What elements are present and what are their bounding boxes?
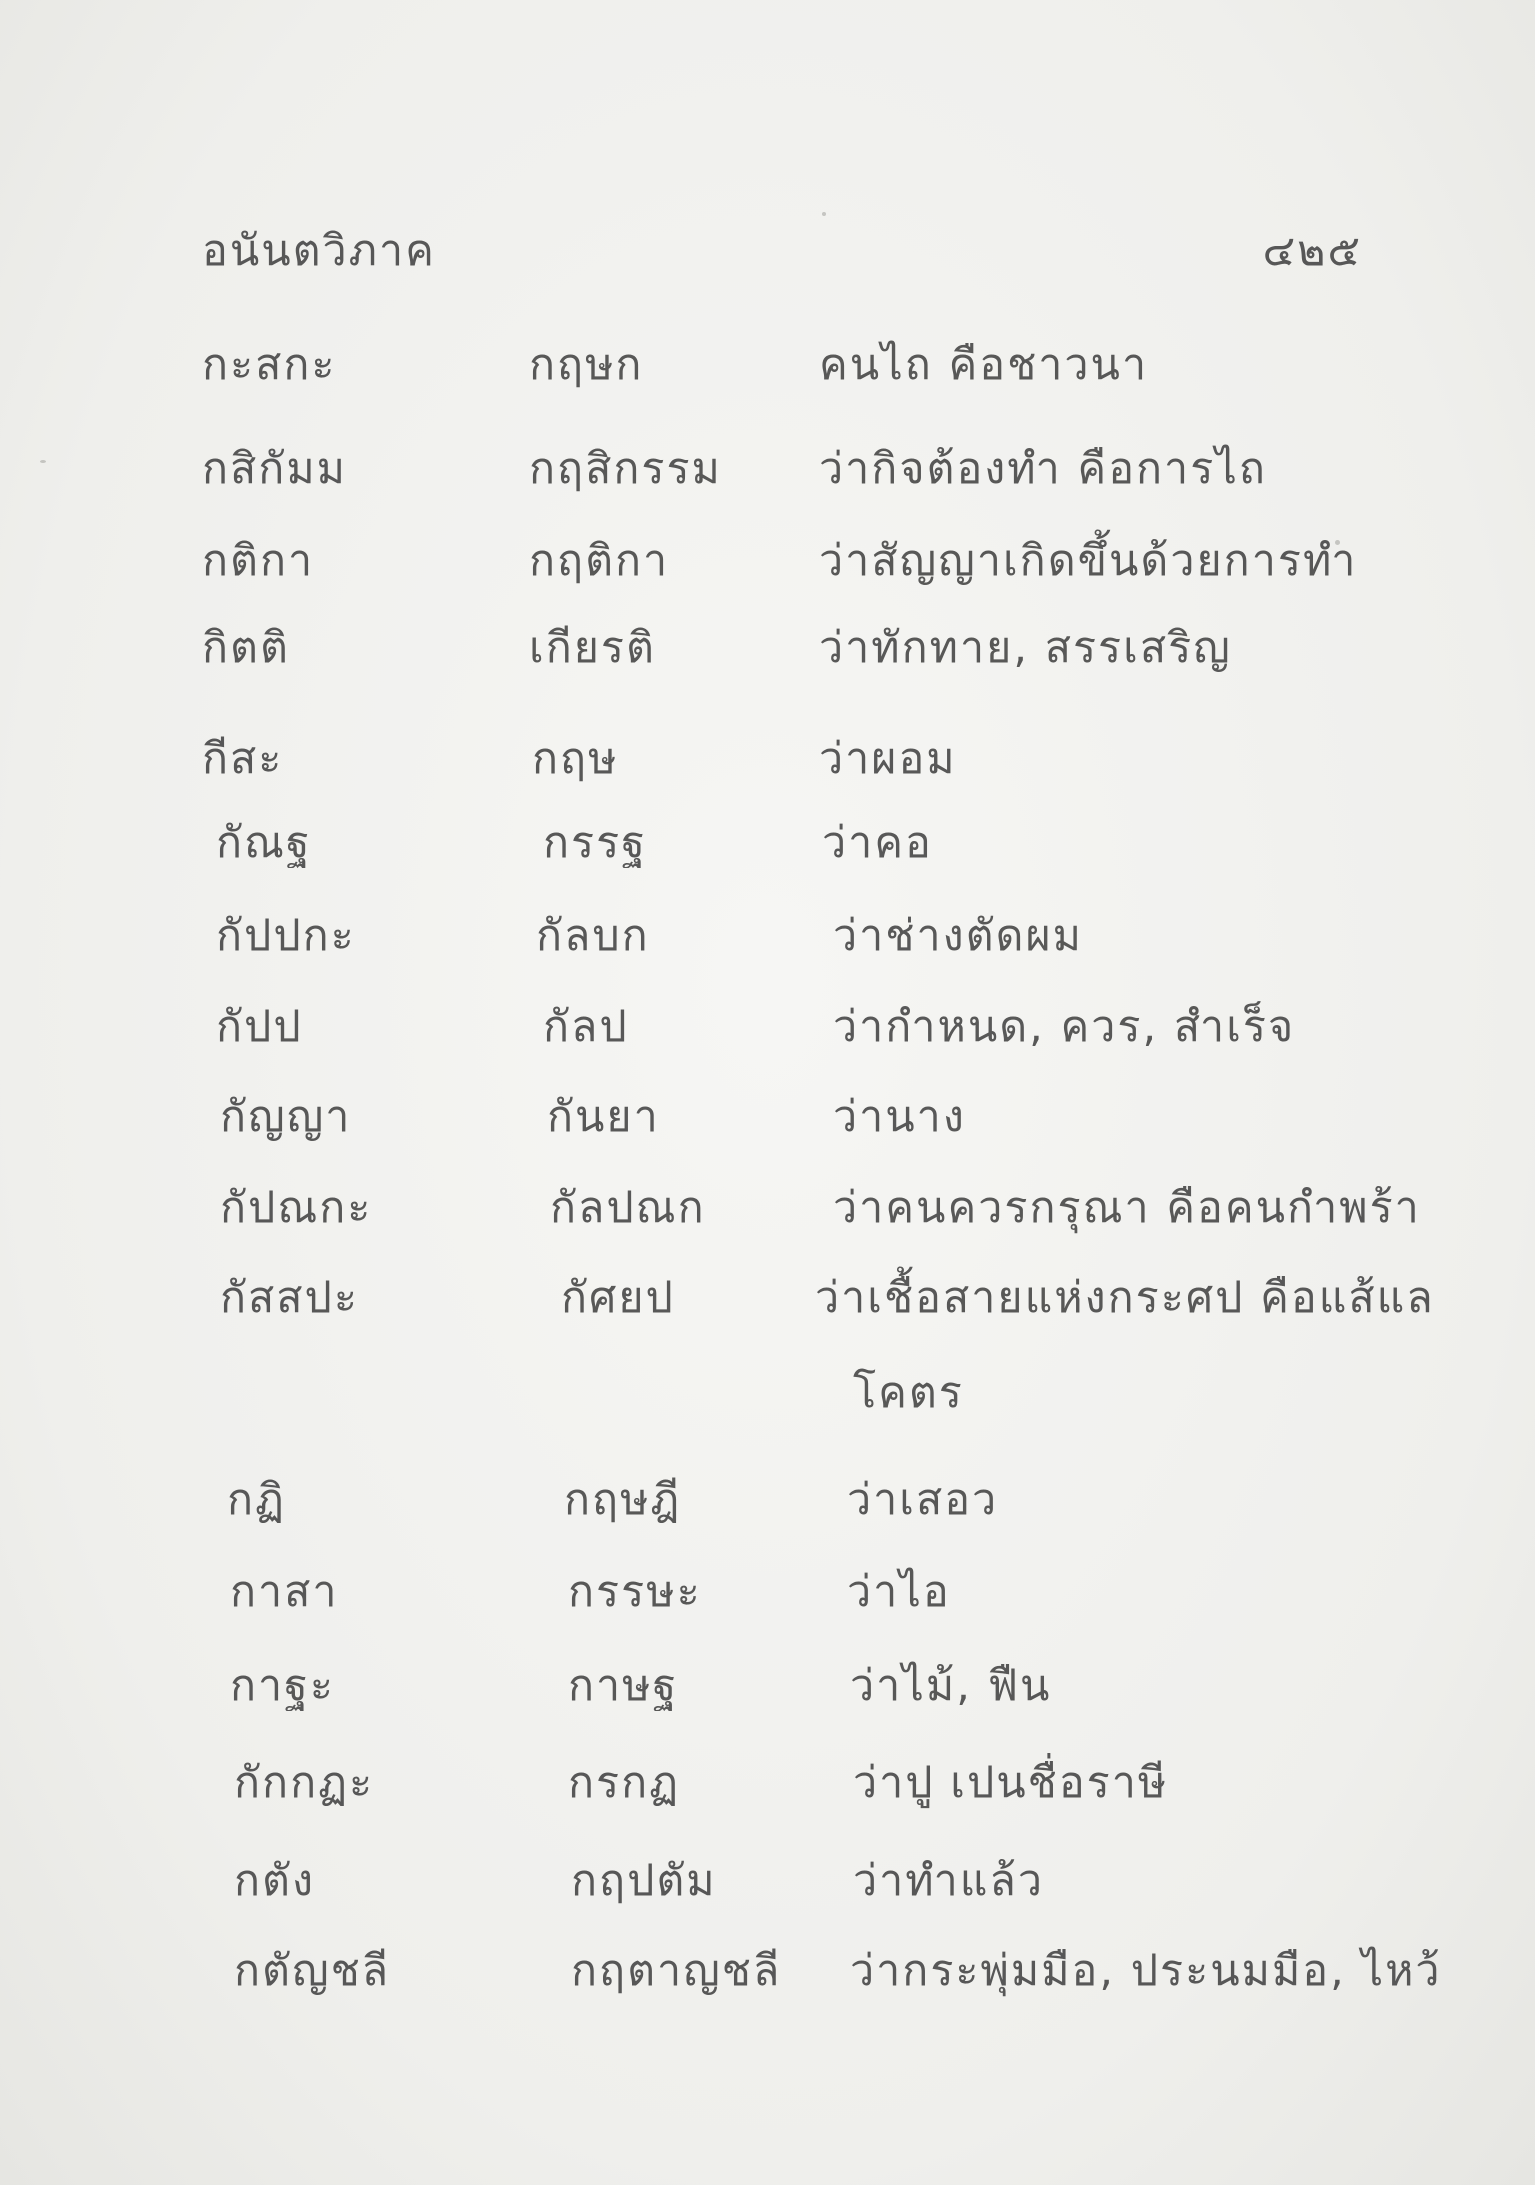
meaning: ว่าทักทาย, สรรเสริญ xyxy=(819,623,1232,673)
meaning: ว่าช่างตัดผม xyxy=(833,911,1084,961)
sanskrit-word: กัลบก xyxy=(536,911,650,961)
sanskrit-word: กฤษฎี xyxy=(564,1475,682,1525)
running-header-title: อนันตวิภาค xyxy=(202,226,436,276)
entry-row xyxy=(0,335,1535,395)
sanskrit-word: กฤตาญชลี xyxy=(571,1946,782,1996)
meaning: คนไถ คือชาวนา xyxy=(819,340,1149,390)
scan-speck xyxy=(822,212,826,216)
meaning-continuation: โคตร xyxy=(853,1368,964,1418)
entry-row xyxy=(0,906,1535,966)
sanskrit-word: กฤติกา xyxy=(529,536,670,586)
sanskrit-word: กัศยป xyxy=(561,1273,675,1323)
sanskrit-word: กัลปณก xyxy=(550,1183,706,1233)
entry-row xyxy=(0,439,1535,499)
pali-word: กัปณกะ xyxy=(220,1183,373,1233)
pali-word: กาฐะ xyxy=(230,1661,336,1711)
entry-row xyxy=(0,1851,1535,1911)
sanskrit-word: กฤษ xyxy=(532,734,619,784)
entry-row xyxy=(0,1656,1535,1716)
page-number: ๔๒๕ xyxy=(1262,226,1362,276)
meaning: ว่าไม้, ฟืน xyxy=(850,1661,1052,1711)
pali-word: กีสะ xyxy=(202,734,284,784)
sanskrit-word: กรรษะ xyxy=(568,1567,702,1617)
sanskrit-word: กัลป xyxy=(543,1002,629,1052)
pali-word: กะสกะ xyxy=(202,340,337,390)
sanskrit-word: เกียรติ xyxy=(529,623,656,673)
meaning: ว่าเชื้อสายแห่งกระศป คือแส้แล xyxy=(815,1273,1435,1323)
meaning: ว่าคอ xyxy=(822,818,933,868)
entry-row xyxy=(0,997,1535,1057)
entry-row xyxy=(0,531,1535,591)
entry-row xyxy=(0,1562,1535,1622)
pali-word: กตัง xyxy=(234,1856,315,1906)
pali-word: กตัญชลี xyxy=(234,1946,391,1996)
meaning: ว่าทำแล้ว xyxy=(853,1856,1044,1906)
meaning: ว่าไอ xyxy=(847,1567,951,1617)
entry-row xyxy=(0,1268,1535,1328)
meaning: ว่าผอม xyxy=(819,734,957,784)
sanskrit-word: กรรฐ xyxy=(543,818,647,868)
entry-row xyxy=(0,1470,1535,1530)
entry-row xyxy=(0,729,1535,789)
entry-row xyxy=(0,1178,1535,1238)
entry-row xyxy=(0,1941,1535,2001)
pali-word: กิตติ xyxy=(202,623,290,673)
meaning: ว่าปู เปนชื่อราษี xyxy=(853,1758,1169,1808)
pali-word: กาสา xyxy=(230,1567,339,1617)
entry-row xyxy=(0,1753,1535,1813)
pali-word: กฏิ xyxy=(227,1475,286,1525)
pali-word: กัสสปะ xyxy=(220,1273,359,1323)
meaning: ว่ากระพุ่มมือ, ประนมมือ, ไหว้ xyxy=(850,1946,1442,1996)
sanskrit-word: กรกฏ xyxy=(568,1758,681,1808)
pali-word: กัญญา xyxy=(220,1092,352,1142)
sanskrit-word: กันยา xyxy=(547,1092,660,1142)
meaning: ว่าคนควรกรุณา คือคนกำพร้า xyxy=(833,1183,1421,1233)
entry-row xyxy=(0,813,1535,873)
sanskrit-word: กาษฐ xyxy=(568,1661,679,1711)
pali-word: กัณฐ xyxy=(216,818,312,868)
entry-row xyxy=(0,618,1535,678)
pali-word: กติกา xyxy=(202,536,315,586)
pali-word: กัปปกะ xyxy=(216,911,356,961)
meaning: ว่าเสอว xyxy=(847,1475,999,1525)
pali-word: กสิกัมม xyxy=(202,444,348,494)
meaning: ว่ากำหนด, ควร, สำเร็จ xyxy=(833,1002,1296,1052)
meaning: ว่ากิจต้องทำ คือการไถ xyxy=(819,444,1267,494)
pali-word: กัปป xyxy=(216,1002,303,1052)
meaning: ว่านาง xyxy=(833,1092,966,1142)
entry-row xyxy=(0,1087,1535,1147)
sanskrit-word: กฤสิกรรม xyxy=(529,444,722,494)
pali-word: กักกฏะ xyxy=(234,1758,375,1808)
entry-continuation-row xyxy=(0,1363,1535,1423)
meaning: ว่าสัญญาเกิดขึ้นด้วยการทำ xyxy=(819,536,1358,586)
sanskrit-word: กฤปตัม xyxy=(571,1856,717,1906)
sanskrit-word: กฤษก xyxy=(529,340,644,390)
